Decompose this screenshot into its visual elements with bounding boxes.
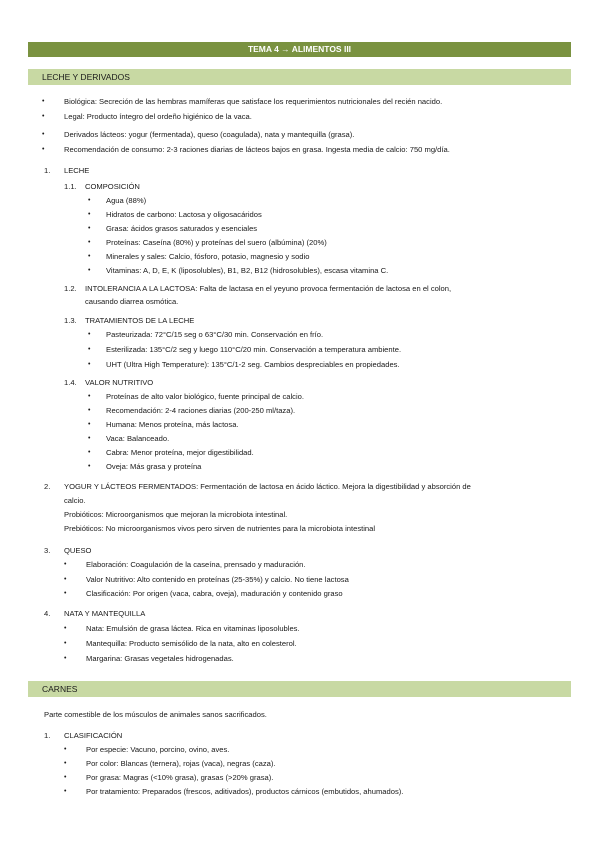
- list-item: Vitaminas: A, D, E, K (liposolubles), B1, B2, B12 (hidrosolubles), escasa vitamina C.: [106, 266, 389, 275]
- bullet-marker: •: [88, 393, 91, 400]
- intro-bullet: Legal: Producto íntegro del ordeño higiénico de la vaca.: [64, 112, 252, 121]
- list-item: Elaboración: Coagulación de la caseína, prensado y maduración.: [86, 560, 306, 569]
- bullet-marker: •: [88, 421, 91, 428]
- heading-clasificacion: CLASIFICACIÓN: [64, 731, 123, 740]
- list-item: Por grasa: Magras (<10% grasa), grasas (>20% grasa).: [86, 773, 274, 782]
- bullet-marker: •: [42, 113, 45, 120]
- heading-tratamientos: TRATAMIENTOS DE LA LECHE: [85, 316, 195, 325]
- bullet-marker: •: [42, 98, 45, 105]
- bullet-marker: •: [88, 407, 91, 414]
- bullet-marker: •: [64, 760, 67, 767]
- list-item: Hidratos de carbono: Lactosa y oligosacáridos: [106, 210, 262, 219]
- section-number: 1.: [44, 731, 51, 740]
- bullet-marker: •: [88, 253, 91, 260]
- bullet-marker: •: [88, 463, 91, 470]
- carnes-intro: Parte comestible de los músculos de animales sanos sacrificados.: [44, 710, 267, 719]
- list-item: Vaca: Balanceado.: [106, 434, 170, 443]
- subsection-number: 1.1.: [64, 182, 77, 191]
- heading-nata: NATA Y MANTEQUILLA: [64, 609, 146, 618]
- list-item: Nata: Emulsión de grasa láctea. Rica en vitaminas liposolubles.: [86, 624, 300, 633]
- heading-valor-nutritivo: VALOR NUTRITIVO: [85, 378, 154, 387]
- list-item: Oveja: Más grasa y proteína: [106, 462, 202, 471]
- heading-composicion: COMPOSICIÓN: [85, 182, 140, 191]
- list-item: Cabra: Menor proteína, mejor digestibilidad.: [106, 448, 254, 457]
- intolerancia-text-cont: causando diarrea osmótica.: [85, 297, 179, 306]
- bullet-marker: •: [64, 655, 67, 662]
- bullet-marker: •: [42, 131, 45, 138]
- subsection-number: 1.4.: [64, 378, 77, 387]
- prebioticos-text: Prebióticos: No microorganismos vivos pero sirven de nutrientes para la microbiota intestinal: [64, 524, 376, 533]
- bullet-marker: •: [64, 640, 67, 647]
- intro-bullet: Recomendación de consumo: 2-3 raciones diarias de lácteos bajos en grasa. Ingesta media de calcio: 750 mg/día.: [64, 145, 450, 154]
- section-number: 1.: [44, 166, 51, 175]
- bullet-marker: •: [88, 435, 91, 442]
- section-number: 3.: [44, 546, 51, 555]
- heading-leche: LECHE: [64, 166, 90, 175]
- list-item: Esterilizada: 135°C/2 seg y luego 110°C/20 min. Conservación a temperatura ambiente.: [106, 345, 402, 354]
- list-item: Valor Nutritivo: Alto contenido en proteínas (25-35%) y calcio. No tiene lactosa: [86, 575, 349, 584]
- yogur-text-cont: calcio.: [64, 496, 86, 505]
- list-item: Pasteurizada: 72°C/15 seg o 63°C/30 min. Conservación en frío.: [106, 330, 324, 339]
- subsection-number: 1.3.: [64, 316, 77, 325]
- list-item: Proteínas: Caseína (80%) y proteínas del suero (albúmina) (20%): [106, 238, 327, 247]
- bullet-marker: •: [88, 331, 91, 338]
- section-header-leche: LECHE Y DERIVADOS: [28, 69, 571, 85]
- bullet-marker: •: [88, 449, 91, 456]
- section-number: 2.: [44, 482, 51, 491]
- section-number: 4.: [44, 609, 51, 618]
- list-item: UHT (Ultra High Temperature): 135°C/1-2 seg. Cambios despreciables en propiedades.: [106, 360, 400, 369]
- subsection-number: 1.2.: [64, 284, 77, 293]
- list-item: Recomendación: 2-4 raciones diarias (200-250 ml/taza).: [106, 406, 296, 415]
- bullet-marker: •: [64, 774, 67, 781]
- list-item: Por tratamiento: Preparados (frescos, aditivados), productos cárnicos (embutidos, ahumados).: [86, 787, 404, 796]
- intolerancia-text: INTOLERANCIA A LA LACTOSA: Falta de lactasa en el yeyuno provoca fermentación de lactosa en el colon,: [85, 284, 452, 293]
- bullet-marker: •: [64, 561, 67, 568]
- page-title: TEMA 4 → ALIMENTOS III: [28, 42, 571, 57]
- bullet-marker: •: [88, 225, 91, 232]
- list-item: Grasa: ácidos grasos saturados y esenciales: [106, 224, 258, 233]
- bullet-marker: •: [88, 239, 91, 246]
- list-item: Clasificación: Por origen (vaca, cabra, oveja), maduración y contenido graso: [86, 589, 343, 598]
- intro-bullet: Derivados lácteos: yogur (fermentada), queso (coagulada), nata y mantequilla (grasa).: [64, 130, 355, 139]
- intro-bullet: Biológica: Secreción de las hembras mamíferas que satisface los requerimientos nutricionales del recién nacido.: [64, 97, 443, 106]
- bullet-marker: •: [64, 746, 67, 753]
- list-item: Agua (88%): [106, 196, 147, 205]
- yogur-text: YOGUR Y LÁCTEOS FERMENTADOS: Fermentación de lactosa en ácido láctico. Mejora la digestibilidad y absorción de: [64, 482, 471, 491]
- bullet-marker: •: [88, 211, 91, 218]
- bullet-marker: •: [64, 788, 67, 795]
- list-item: Proteínas de alto valor biológico, fuente principal de calcio.: [106, 392, 304, 401]
- bullet-marker: •: [42, 146, 45, 153]
- list-item: Margarina: Grasas vegetales hidrogenadas.: [86, 654, 234, 663]
- probioticos-text: Probióticos: Microorganismos que mejoran la microbiota intestinal.: [64, 510, 288, 519]
- heading-queso: QUESO: [64, 546, 92, 555]
- list-item: Minerales y sales: Calcio, fósforo, potasio, magnesio y sodio: [106, 252, 310, 261]
- bullet-marker: •: [64, 625, 67, 632]
- section-header-carnes: CARNES: [28, 681, 571, 697]
- bullet-marker: •: [88, 197, 91, 204]
- bullet-marker: •: [88, 346, 91, 353]
- bullet-marker: •: [88, 361, 91, 368]
- bullet-marker: •: [88, 267, 91, 274]
- list-item: Humana: Menos proteína, más lactosa.: [106, 420, 239, 429]
- bullet-marker: •: [64, 590, 67, 597]
- list-item: Por color: Blancas (ternera), rojas (vaca), negras (caza).: [86, 759, 276, 768]
- list-item: Mantequilla: Producto semisólido de la nata, alto en colesterol.: [86, 639, 297, 648]
- list-item: Por especie: Vacuno, porcino, ovino, aves.: [86, 745, 230, 754]
- bullet-marker: •: [64, 576, 67, 583]
